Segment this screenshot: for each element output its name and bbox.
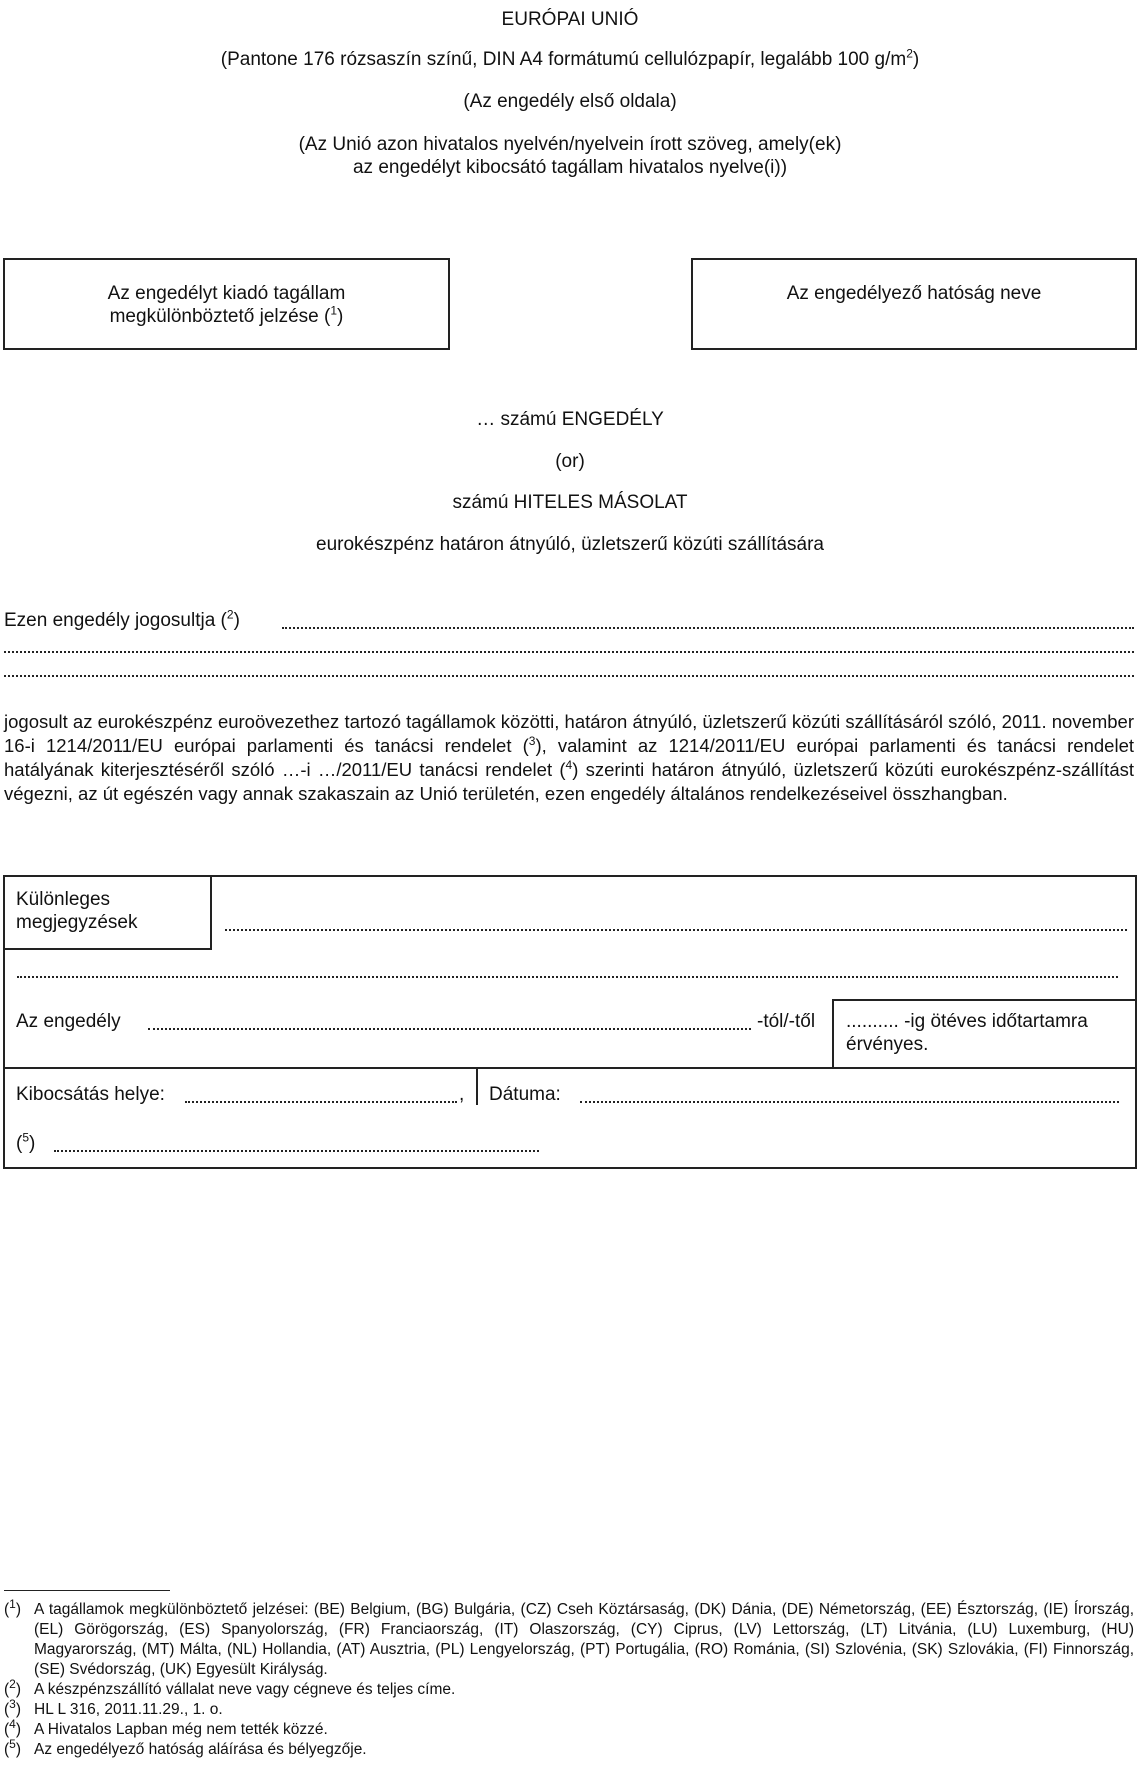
- footnote-2-mark: ($^2$): [4, 1676, 22, 1698]
- validity-years-text: -ig ötéves időtartamra: [904, 1011, 1088, 1032]
- remarks-label-line2: megjegyzések: [16, 912, 138, 933]
- document-title: EURÓPAI UNIÓ: [501, 9, 639, 30]
- footnote-3: [4, 1696, 1134, 1720]
- signature-close: ): [29, 1133, 36, 1154]
- certified-copy-line: számú HITELES MÁSOLAT: [452, 492, 688, 513]
- validity-valid-text: érvényes.: [846, 1034, 929, 1055]
- authority-name-box: [691, 258, 1137, 350]
- footnote-3-text: HL L 316, 2011.11.29., 1. o.: [34, 1701, 223, 1718]
- validity-from-dotted-line: [148, 1028, 751, 1030]
- issuing-state-end: ): [337, 306, 344, 327]
- validity-from-suffix: -tól/-től: [757, 1011, 816, 1032]
- validity-period-line1: [846, 1010, 1131, 1033]
- issuing-state-line1: Az engedélyt kiadó tagállam: [107, 283, 346, 304]
- paper-specification: [0, 48, 1140, 71]
- authorisation-sup-3: 3: [528, 733, 536, 748]
- holder-dotted-line-1: [282, 627, 1134, 629]
- footnote-separator: [4, 1590, 170, 1591]
- issuing-state-box: [3, 258, 450, 350]
- issuing-state-line2-wrap: [5, 305, 448, 328]
- footnote-4-text: A Hivatalos Lapban még nem tették közzé.: [34, 1721, 328, 1738]
- remarks-label-line1: Különleges: [16, 889, 111, 910]
- issuing-state-line2: megkülönböztető jelzése (: [109, 306, 331, 327]
- holder-label: [4, 609, 240, 632]
- holder-dotted-line-2: [4, 651, 1134, 653]
- validity-period: [846, 1010, 1131, 1056]
- permit-or-line: (or): [555, 451, 585, 472]
- signature-dotted-line: [54, 1150, 539, 1152]
- signature-marker: [16, 1132, 35, 1155]
- issuing-state-label: [5, 282, 448, 328]
- authorisation-text-2: ), valamint az 1214/2011/EU európai parlamenti és tanácsi rendelet hatályának kiterjesztéséről szóló …-i …/2011/EU tanácsi rendelet (: [4, 735, 1134, 780]
- footnote-3-mark: ($^3$): [4, 1696, 22, 1718]
- footnote-2: [4, 1676, 1134, 1700]
- footnote-5-text: Az engedélyező hatóság aláírása és bélyegzője.: [34, 1741, 367, 1758]
- holder-label-text: Ezen engedély jogosultja (: [4, 610, 227, 631]
- footnote-4-mark: ($^4$): [4, 1716, 22, 1738]
- issue-place-comma: ,: [459, 1084, 465, 1105]
- paper-spec-text: (Pantone 176 rózsaszín színű, DIN A4 formátumú cellulózpapír, legalább 100 g/m: [220, 49, 907, 70]
- remarks-cell-divider: [210, 875, 212, 950]
- issuing-state-sup: 1: [330, 303, 338, 318]
- authorisation-paragraph: [4, 710, 1134, 806]
- footnote-5: [4, 1736, 1134, 1760]
- remarks-dotted-line-2: [17, 976, 1118, 978]
- remarks-cell-bottom: [3, 948, 212, 950]
- authorisation-sup-4: 4: [565, 757, 573, 772]
- issue-date-label: Dátuma:: [489, 1084, 561, 1105]
- authorisation-text-3: ) szerinti határon átnyúló, üzletszerű közúti eurokészpénz-szállítást végezni, az út egészén vagy annak szakaszain az Unió területén, ezen engedély általános rendelkezéseivel összhangban.: [4, 759, 1134, 804]
- language-note-line2: az engedélyt kibocsátó tagállam hivatalos nyelve(i)): [352, 157, 788, 178]
- validity-cell-divider: [832, 999, 834, 1069]
- issue-date-dotted-line: [580, 1101, 1119, 1103]
- validity-label: Az engedély: [16, 1011, 121, 1032]
- footnote-1-mark: ($^1$): [4, 1596, 22, 1618]
- issue-place-label: Kibocsátás helye:: [16, 1084, 165, 1105]
- footnote-4: [4, 1716, 1134, 1740]
- footnote-1: [4, 1596, 1134, 1680]
- signature-open: (: [16, 1133, 23, 1154]
- permit-number-line: … számú ENGEDÉLY: [476, 409, 664, 430]
- validity-cell-top: [832, 999, 1137, 1001]
- footnote-5-mark: ($^5$): [4, 1736, 22, 1758]
- holder-dotted-line-3: [4, 675, 1134, 677]
- remarks-dotted-line-1: [225, 929, 1127, 931]
- validity-row-bottom: [3, 1067, 1137, 1069]
- page-label: (Az engedély első oldala): [463, 91, 677, 112]
- paper-spec-sup: 2: [906, 46, 913, 61]
- signature-sup: 5: [22, 1130, 30, 1145]
- footnote-2-text: A készpénzszállító vállalat neve vagy cégneve és teljes címe.: [34, 1681, 456, 1698]
- place-date-divider: [476, 1067, 478, 1105]
- holder-sup: 2: [226, 607, 234, 622]
- footnote-1-text: A tagállamok megkülönböztető jelzései: (BE) Belgium, (BG) Bulgária, (CZ) Cseh Köztársaság, (DK) Dánia, (DE) Németország, (EE) Észtország, (IE) Írország, (EL) Görögország, (ES) Spanyolország, (FR) Franciaország, (IT) Olaszország, (CY) Ciprus, (LV) Lettország, (LT) Litvánia, (LU) Luxemburg, (HU) Magyarország, (MT) Málta, (NL) Hollandia, (AT) Ausztria, (PL) Lengyelország, (PT) Portugália, (RO) Románia, (SI) Szlovénia, (SK) Szlovákia, (FI) Finnország, (SE) Svédország, (UK) Egyesült Királyság.: [34, 1601, 1134, 1678]
- validity-years-dots: ..........: [846, 1011, 899, 1032]
- issue-place-dotted-line: [185, 1101, 457, 1103]
- remarks-label: [16, 888, 137, 934]
- language-note-line1: (Az Unió azon hivatalos nyelvén/nyelvein írott szöveg, amely(ek): [298, 134, 842, 155]
- authority-name-label: Az engedélyező hatóság neve: [786, 283, 1042, 304]
- paper-spec-end: ): [912, 49, 920, 70]
- holder-end: ): [233, 610, 240, 631]
- authorisation-text-1: jogosult az eurokészpénz euroövezethez tartozó tagállamok közötti, határon átnyúló, üzletszerű közúti szállításáról szóló, 2011. november 16-i 1214/2011/EU európai parlamenti és tanácsi rendelet (: [4, 711, 1134, 756]
- permit-purpose-line: eurokészpénz határon átnyúló, üzletszerű közúti szállítására: [316, 534, 824, 555]
